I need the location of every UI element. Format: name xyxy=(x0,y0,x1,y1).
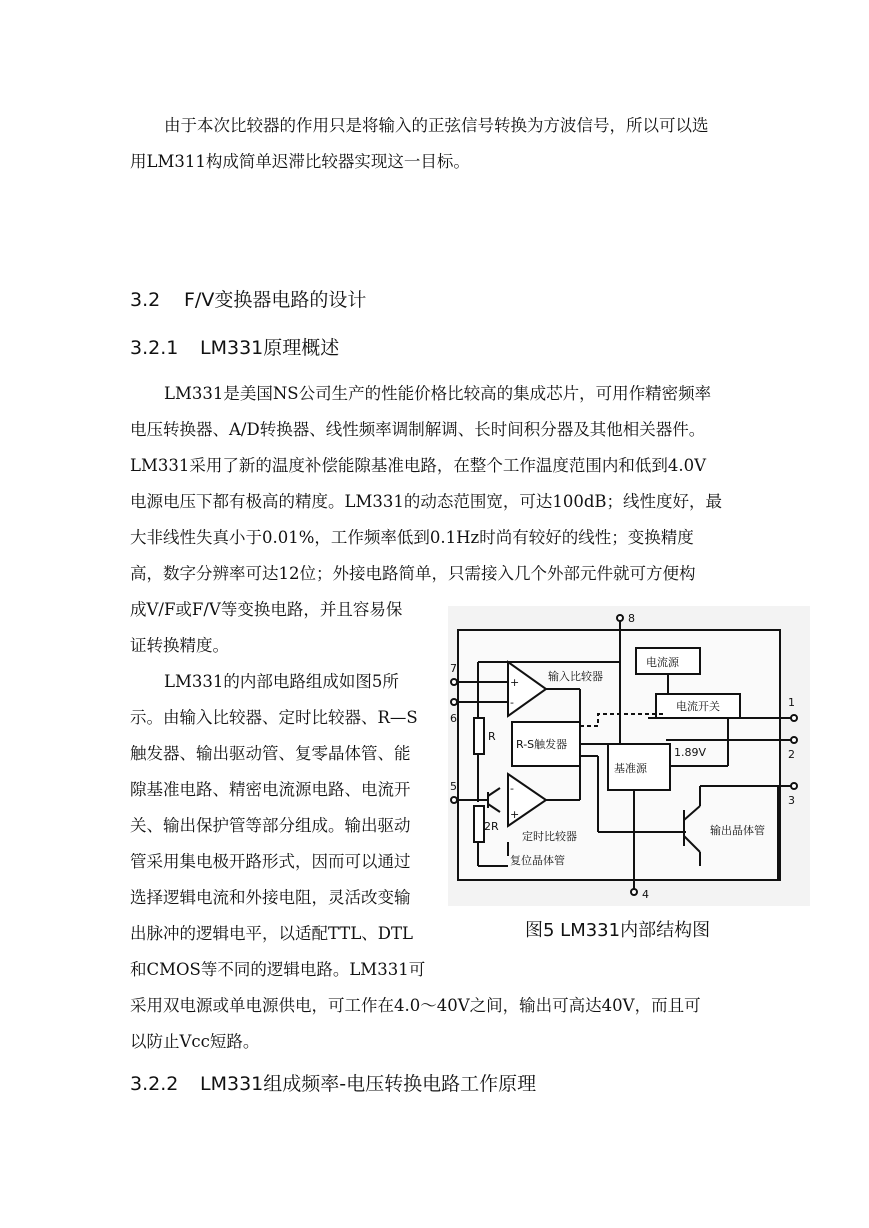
pin-5-terminal xyxy=(451,797,457,803)
para2-line-3: 触发器、输出驱动管、复零晶体管、能 xyxy=(130,744,411,763)
pin-8-label: 8 xyxy=(628,612,635,625)
intro-line-2: 用LM311构成简单迟滞比较器实现这一目标。 xyxy=(130,152,470,171)
para2-line-8: 出脉冲的逻辑电平，以适配TTL、DTL xyxy=(130,924,413,943)
section-3-2-2-heading xyxy=(130,1072,536,1096)
para1-line-1: LM331是美国NS公司生产的性能价格比较高的集成芯片，可用作精密频率 xyxy=(164,384,712,403)
timing-comparator-label: 定时比较器 xyxy=(522,830,577,843)
current-switch-label: 电流开关 xyxy=(676,700,720,713)
figure-caption: 图5 LM331内部结构图 xyxy=(525,920,711,941)
current-source-label: 电流源 xyxy=(646,656,679,669)
para1-line-4: 电源电压下都有极高的精度。LM331的动态范围宽，可达100dB；线性度好，最 xyxy=(130,492,723,511)
pin-5-label: 5 xyxy=(450,780,457,793)
para1-line-2: 电压转换器、A/D转换器、线性频率调制解调、长时间积分器及其他相关器件。 xyxy=(130,420,706,439)
timing-minus-label: - xyxy=(510,782,514,795)
reset-transistor-label: 复位晶体管 xyxy=(510,854,565,867)
pin-3-terminal xyxy=(791,783,797,789)
pin-3-label: 3 xyxy=(788,794,795,807)
section-title: LM331组成频率-电压转换电路工作原理 xyxy=(200,1073,537,1095)
section-title: LM331原理概述 xyxy=(200,337,340,359)
para1-line-7: 成V/F或F/V等变换电路，并且容易保 xyxy=(130,600,403,619)
section-3-2-1-heading xyxy=(130,336,339,360)
section-number: 3.2.2 xyxy=(130,1073,179,1095)
para2-line-5: 关、输出保护管等部分组成。输出驱动 xyxy=(130,816,411,835)
section-number: 3.2.1 xyxy=(130,337,179,359)
pin-2-terminal xyxy=(791,737,797,743)
output-transistor-label: 输出晶体管 xyxy=(710,824,765,837)
para2-line-11: 以防止Vcc短路。 xyxy=(130,1032,260,1051)
para2-line-4: 隙基准电路、精密电流源电路、电流开 xyxy=(130,780,411,799)
para2-line-1: LM331的内部电路组成如图5所 xyxy=(164,672,399,691)
resistor-2r-label: 2R xyxy=(484,820,499,833)
para2-line-9: 和CMOS等不同的逻辑电路。LM331可 xyxy=(130,960,426,979)
pin-8-terminal xyxy=(617,615,623,621)
para1-line-3: LM331采用了新的温度补偿能隙基准电路，在整个工作温度范围内和低到4.0V xyxy=(130,456,707,475)
rs-trigger-label: R-S触发器 xyxy=(516,738,568,751)
pin-7-label: 7 xyxy=(450,662,457,675)
para1-line-5: 大非线性失真小于0.01%，工作频率低到0.1Hz时尚有较好的线性；变换精度 xyxy=(130,528,694,547)
resistor-r-label: R xyxy=(488,730,496,743)
para1-line-6: 高，数字分辨率可达12位；外接电路简单，只需接入几个外部元件就可方便构 xyxy=(130,564,696,583)
pin-4-label: 4 xyxy=(642,888,649,901)
pin-6-terminal xyxy=(451,699,457,705)
resistor-2r xyxy=(474,806,484,842)
pin-4-terminal xyxy=(631,889,637,895)
input-comparator-label: 输入比较器 xyxy=(548,670,603,683)
pin-2-label: 2 xyxy=(788,748,795,761)
resistor-r xyxy=(474,718,484,754)
reference-label: 基准源 xyxy=(614,762,647,775)
timing-plus-label: + xyxy=(510,808,520,821)
section-number: 3.2 xyxy=(130,289,161,311)
pin-1-terminal xyxy=(791,715,797,721)
intro-line-1: 由于本次比较器的作用只是将输入的正弦信号转换为方波信号，所以可以选 xyxy=(164,116,709,135)
para2-line-7: 选择逻辑电流和外接电阻，灵活改变输 xyxy=(130,888,411,907)
pin-1-label: 1 xyxy=(788,696,795,709)
section-3-2-heading xyxy=(130,288,366,312)
section-title: F/V变换器电路的设计 xyxy=(184,289,367,311)
para2-line-10: 采用双电源或单电源供电，可工作在4.0～40V之间，输出可高达40V，而且可 xyxy=(130,996,701,1015)
input-minus-label: - xyxy=(510,696,514,709)
pin-7-terminal xyxy=(451,679,457,685)
para2-line-6: 管采用集电极开路形式，因而可以通过 xyxy=(130,852,411,871)
pin-6-label: 6 xyxy=(450,712,457,725)
input-plus-label: + xyxy=(510,676,520,689)
voltage-label: 1.89V xyxy=(674,746,707,759)
para1-line-8: 证转换精度。 xyxy=(130,636,229,655)
para2-line-2: 示。由输入比较器、定时比较器、R—S xyxy=(130,708,418,727)
lm331-block-diagram xyxy=(448,606,810,906)
